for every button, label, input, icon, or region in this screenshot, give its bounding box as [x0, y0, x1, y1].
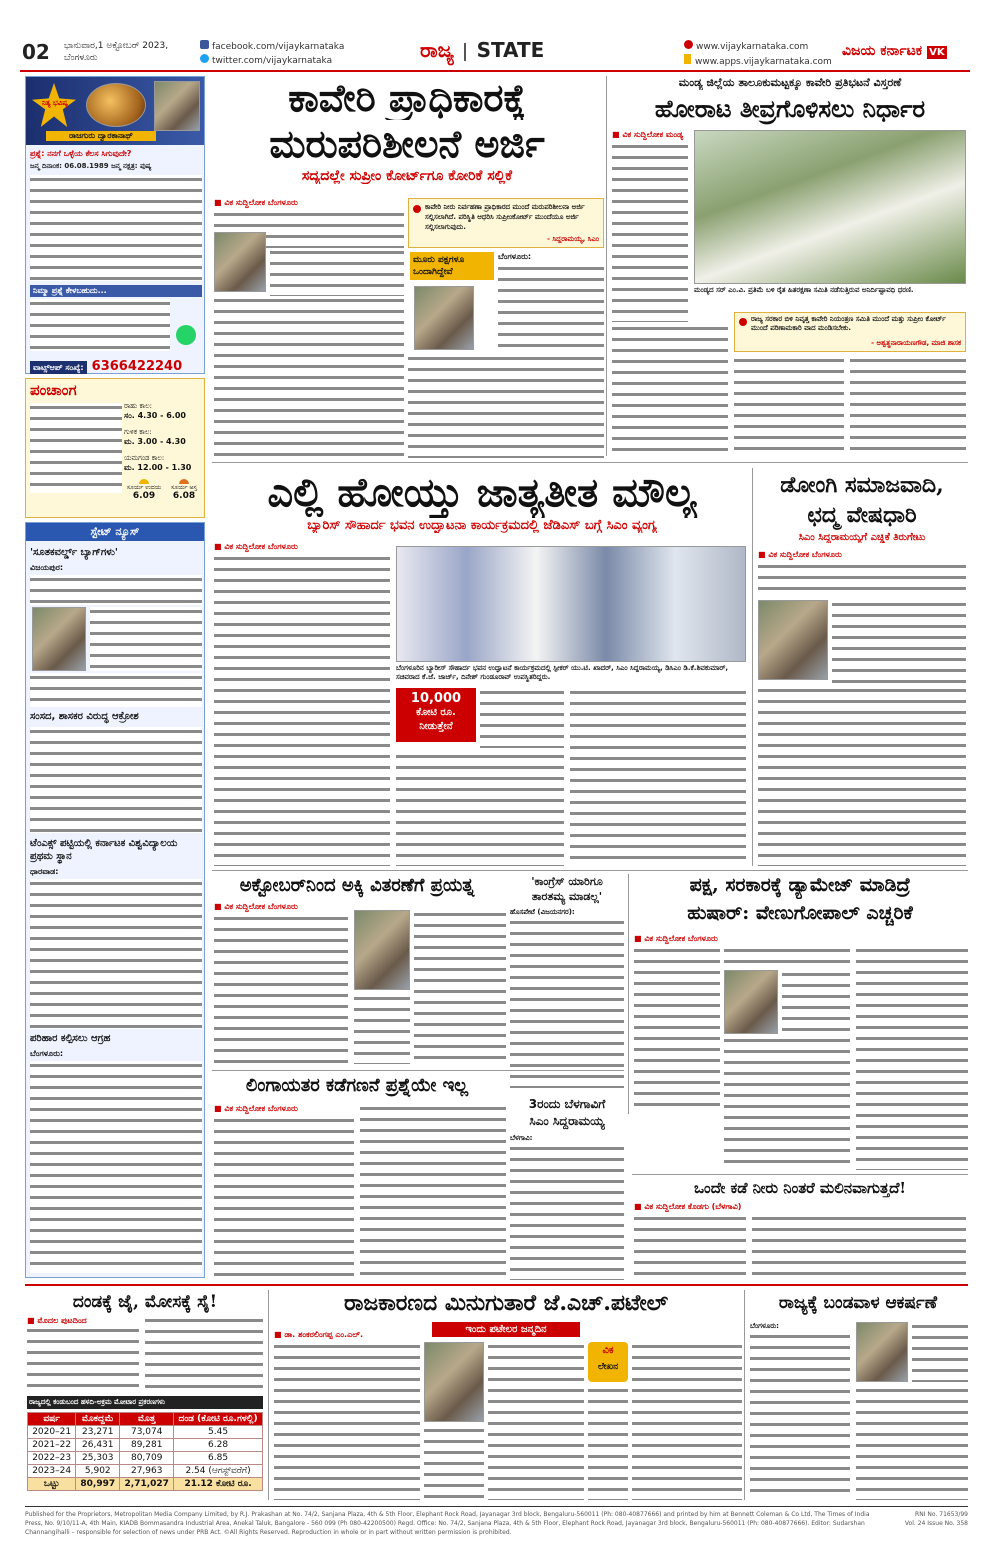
story2-photo — [694, 130, 966, 284]
table-cell: 6.28 — [174, 1439, 263, 1452]
story12-col2b — [424, 1426, 484, 1500]
story12-author: ■ ಡಾ. ಶಂಕರಲಿಂಗಪ್ಪ ಎಂ.ಎಲ್. — [274, 1330, 364, 1339]
story3-col2-b — [396, 752, 564, 866]
table-cell: 21.12 ಕೋಟಿ ರೂ. — [174, 1478, 263, 1491]
divider-horizontal-1 — [212, 462, 968, 463]
sn1-text — [30, 575, 202, 605]
story7-headline-2: ಹುಷಾರ್: ವೇಣುಗೋಪಾಲ್ ಎಚ್ಚರಿಕೆ — [687, 902, 913, 924]
sn3-text — [30, 879, 202, 1029]
yama-label: ಯಮಗಂಡ ಕಾಲ: — [124, 454, 165, 462]
rahu-label: ರಾಹು ಕಾಲ: — [124, 402, 152, 410]
facebook-url: facebook.com/vijaykarnataka — [212, 42, 345, 52]
story9-headline-2: ಸಿಎಂ ಸಿದ್ದರಾಮಯ್ಯ — [529, 1114, 605, 1128]
gulika-time: ಮ. 3.00 - 4.30 — [124, 437, 186, 446]
sunrise — [126, 479, 162, 500]
divider-vertical-4 — [268, 1290, 269, 1500]
divider-horizontal-4 — [632, 1174, 968, 1175]
story11-col2 — [145, 1316, 263, 1390]
story1-headline-1: ಕಾವೇರಿ ಪ್ರಾಧಿಕಾರಕ್ಕೆ — [288, 76, 526, 120]
table-cell: 2,71,027 — [120, 1478, 174, 1491]
sn4-title: ಪರಿಹಾರ ಕಲ್ಪಿಸಲು ಆಗ್ರಹ — [30, 1033, 111, 1044]
story6-headline-1: 'ಕಾಂಗ್ರೆಸ್ ಯಾರಿಗೂ — [531, 875, 603, 888]
section-title — [420, 38, 544, 62]
story3-headline: ಎಲ್ಲಿ ಹೋಯ್ತು ಜಾತ್ಯತೀತ ಮೌಲ್ಯ — [267, 469, 697, 516]
table-cell: 89,281 — [120, 1439, 174, 1452]
story7-byline: ■ ವಿಕ ಸುದ್ದಿಲೋಕ ಬೆಂಗಳೂರು — [634, 934, 718, 943]
website-link[interactable] — [684, 40, 832, 54]
story5-col3 — [414, 910, 506, 1064]
story1-quote-by: - ಸಿದ್ದರಾಮಯ್ಯ, ಸಿಎಂ — [547, 235, 599, 243]
sn3-title: ಟೆಂಎಕ್ಸ್ ಪಟ್ಟಿಯಲ್ಲಿ ಕರ್ನಾಟಕ ವಿಶ್ವವಿದ್ಯಾಲಯ ಪ್ರಥಮ ಸ್ಥಾನ — [30, 838, 178, 862]
divider-vertical-3 — [628, 874, 629, 1114]
story8-col1 — [214, 1116, 354, 1280]
yama-time: ಮ. 12.00 - 1.30 — [124, 463, 192, 472]
callout-amount: 10,000 — [410, 691, 462, 706]
facebook-link[interactable] — [200, 40, 344, 54]
story12-col3b — [588, 1386, 628, 1500]
fines-col-header: ದಂಡ (ಕೋಟಿ ರೂ.ಗಳಲ್ಲಿ) — [174, 1413, 263, 1426]
story7-col2-a — [724, 946, 850, 966]
story1-photo — [214, 232, 266, 292]
sunrise-label: ಸೂರ್ಯ ಉದಯ — [126, 484, 162, 491]
story2-col3 — [734, 356, 844, 458]
story1-box-place: ಬೆಂಗಳೂರು: — [498, 252, 532, 261]
story6-headline — [510, 874, 624, 904]
brand-badge: VK — [929, 47, 945, 58]
twitter-url: twitter.com/vijaykarnataka — [212, 56, 333, 66]
masthead-rule — [20, 70, 970, 72]
table-cell: 2020–21 — [28, 1426, 76, 1439]
story4-headline-1: ಡೋಂಗಿ ಸಮಾಜವಾದಿ, — [780, 472, 944, 498]
story11-table-title: ರಾಜ್ಯದಲ್ಲಿ ಕಂಡುಬಂದ ಹಳದಿ-ಅಕ್ರಮ ಮೋಟಾರ ಪ್ರಕರಣಗಳು — [27, 1396, 263, 1409]
story4-subhead: ಸಿಎಂ ಸಿದ್ದರಾಮಯ್ಯಗೆ ಎಚ್ಡಿಕೆ ತಿರುಗೇಟು — [798, 532, 926, 543]
story2-col2 — [612, 324, 728, 458]
story4-col-c — [758, 686, 966, 866]
apps-url: www.apps.vijaykarnataka.com — [695, 57, 832, 67]
sn1-place: ವಿಜಯಪುರ: — [30, 563, 64, 572]
story4-col-a — [758, 562, 966, 598]
social-links — [200, 40, 344, 68]
astro-question: ಪ್ರಶ್ನೆ: ನನಗೆ ಒಳ್ಳೆಯ ಕೆಲಸ ಸಿಗುವುದೇ? — [30, 149, 132, 158]
globe-icon — [684, 40, 693, 49]
state-news-box — [25, 522, 205, 1278]
apps-link[interactable] — [684, 54, 832, 69]
table-cell: 6.85 — [174, 1452, 263, 1465]
whatsapp-label: ವಾಟ್ಸ್ಆಪ್ ಸಂಖ್ಯೆ: — [30, 361, 87, 374]
story7-col3 — [856, 946, 968, 1170]
story1-box-title: ಮೂರು ಪಕ್ಷಗಳೂ ಒಂದಾಗಿದ್ದೇವೆ — [410, 252, 494, 280]
story13-col1 — [750, 1332, 850, 1500]
astro-header — [26, 77, 204, 145]
panchanga-details — [30, 403, 122, 493]
web-links — [684, 40, 832, 69]
astro-badge: ನಿತ್ಯ ಭವಿಷ್ಯ — [41, 99, 69, 107]
fines-col-header: ಮೊತ್ತ — [120, 1413, 174, 1426]
volume-issue: Vol. 24 Issue No. 358 — [904, 1520, 968, 1527]
story11-col1 — [27, 1326, 139, 1390]
table-row — [28, 1478, 263, 1491]
story9-text — [510, 1144, 624, 1280]
story5-col1 — [214, 914, 348, 1064]
callout-verb: ನೀಡುತ್ತೇನೆ — [419, 721, 453, 732]
story9-headline-1: 3ರಂದು ಬೆಳಗಾವಿಗೆ — [528, 1097, 606, 1111]
sn1-text-3 — [30, 673, 202, 707]
story13-col2 — [912, 1322, 968, 1382]
sn4-place: ಬೆಂಗಳೂರು: — [30, 1049, 64, 1058]
story8-headline: ಲಿಂಗಾಯತರ ಕಡೆಗಣನೆ ಪ್ರಶ್ನೆಯೇ ಇಲ್ಲ — [245, 1075, 469, 1096]
state-news-title: ಸ್ಟೇಟ್ ನ್ಯೂಸ್ — [26, 523, 204, 541]
whatsapp-line — [30, 355, 202, 374]
divider-horizontal-3 — [212, 1070, 624, 1071]
story2-quote-by: - ಅಶ್ವತ್ಥನಾರಾಯಣಗೌಡ, ಮಾಜಿ ಶಾಸಕ — [871, 339, 961, 347]
story12-photo — [424, 1342, 484, 1422]
story2-headline: ಹೋರಾಟ ತೀವ್ರಗೊಳಿಸಲು ನಿರ್ಧಾರ — [654, 94, 926, 123]
website-url: www.vijaykarnataka.com — [696, 42, 809, 52]
table-cell: 2022–23 — [28, 1452, 76, 1465]
story2-headline-top: ಮಂಡ್ಯ ಜಿಲ್ಲೆಯ ತಾಲೂಕುಮಟ್ಟಕ್ಕೂ ಕಾವೇರಿ ಪ್ರತಿಭಟನೆ ವಿಸ್ತರಣೆ — [678, 76, 902, 89]
sn2-text — [30, 727, 202, 833]
divider-horizontal-5 — [25, 1284, 968, 1286]
facebook-icon — [200, 40, 209, 49]
story2-photo-caption: ಮಂಡ್ಯದ ಸರ್ ಎಂ.ವಿ. ಪ್ರತಿಮೆ ಬಳಿ ರೈತ ಹಿತರಕ್ಷಣಾ ಸಮಿತಿ ನಡೆಸುತ್ತಿರುವ ಅನಿರ್ದಿಷ್ಟಾವಧಿ ಧರಣಿ. — [694, 286, 914, 294]
story4-headline-2: ಛದ್ಮ ವೇಷಧಾರಿ — [807, 502, 917, 528]
story12-col2 — [488, 1342, 584, 1500]
table-cell: 23,271 — [76, 1426, 120, 1439]
table-cell: 80,997 — [76, 1478, 120, 1491]
table-cell: 25,303 — [76, 1452, 120, 1465]
table-cell: 2023–24 — [28, 1465, 76, 1478]
story6-headline-2: ತಾರತಮ್ಯ ಮಾಡಲ್ಲ' — [531, 890, 603, 903]
story1-col1-b — [270, 248, 404, 296]
gulika-label: ಗುಳಿಕ ಕಾಲ: — [124, 428, 152, 436]
sunset-label: ಸೂರ್ಯ ಅಸ್ತ — [170, 484, 198, 491]
rahu-row — [124, 401, 204, 421]
quote-dot-icon-2 — [739, 318, 747, 326]
story8-byline: ■ ವಿಕ ಸುದ್ದಿಲೋಕ ಬೆಂಗಳೂರು — [214, 1104, 298, 1113]
issue-date: ಭಾನುವಾರ,1 ಅಕ್ಟೋಬರ್ 2023, — [64, 41, 169, 51]
divider-vertical-2 — [752, 468, 753, 866]
table-row — [28, 1439, 263, 1452]
contact-title: ನಿಮ್ಮಾ ಪ್ರಶ್ನೆ ಕೇಳಬಹುದು... — [30, 285, 202, 297]
sn1-photo — [32, 607, 86, 671]
table-cell: 80,709 — [120, 1452, 174, 1465]
story1-quote-box — [408, 198, 604, 248]
sn2-title: ಸಂಸದ, ಶಾಸಕರ ವಿರುದ್ಧ ಆಕ್ರೋಶ — [30, 711, 139, 722]
story12-col3 — [632, 1342, 742, 1500]
sn1-title: 'ಸೂತಕವರ್ಲ್ಡ್ ಬ್ಯಾಗ್‌ಗಳು' — [30, 547, 118, 558]
story7-col2-c — [724, 1036, 850, 1170]
story2-quote-box — [734, 312, 966, 352]
story3-byline: ■ ವಿಕ ಸುದ್ದಿಲೋಕ ಬೆಂಗಳೂರು — [214, 542, 298, 551]
brand-logo — [842, 40, 947, 59]
issue-city: ಬೆಂಗಳೂರು — [64, 53, 98, 63]
rni-number: RNI No. 71653/99 — [915, 1511, 968, 1518]
badge-line-1: ವಿಕ — [602, 1345, 614, 1356]
story5-col2 — [354, 994, 410, 1064]
sunset — [166, 479, 202, 500]
story5-byline: ■ ವಿಕ ಸುದ್ದಿಲೋಕ ಬೆಂಗಳೂರು — [214, 902, 298, 911]
story9-place: ಬೆಳಗಾವಿ: — [510, 1134, 533, 1142]
divider-vertical-1 — [606, 76, 607, 456]
story7-col1 — [634, 946, 720, 1114]
story2-byline: ■ ವಿಕ ಸುದ್ದಿಲೋಕ ಮಂಡ್ಯ — [612, 130, 684, 139]
story1-byline: ■ ವಿಕ ಸುದ್ದಿಲೋಕ ಬೆಂಗಳೂರು — [214, 198, 298, 207]
story10-byline: ■ ವಿಕ ಸುದ್ದಿಲೋಕ ಕೊಡಗು (ಬೆಳಗಾವಿ) — [634, 1202, 742, 1211]
story10-col1 — [634, 1214, 746, 1280]
story13-place: ಬೆಂಗಳೂರು: — [750, 1322, 779, 1330]
badge-line-2: ಲೇಖನ — [597, 1362, 619, 1372]
story2-quote: ರಾಜ್ಯ ಸರಕಾರ ಬಿಳಿ ನಿವೃತ್ತ ಕಾವೇರಿ ನಿಯಂತ್ರಣ ಸಮಿತಿ ಮುಂದೆ ಮತ್ತು ಸುಪ್ರೀಂ ಕೋರ್ಟ್ ಮುಂದೆ ಪರಿಣಾಮಕಾರಿ ವಾದ ಮಂಡಿಸಬೇಕು. — [751, 315, 946, 332]
story3-callout — [396, 688, 476, 742]
story1-box-text — [498, 264, 604, 350]
story12-tag: ಇಂದು ಪಟೇಲರ ಜನ್ಮದಿನ — [432, 1322, 580, 1337]
astrologer-photo — [154, 81, 200, 131]
sunset-time: 6.08 — [172, 491, 196, 501]
callout-unit: ಕೋಟಿ ರೂ. — [416, 707, 456, 718]
story13-headline: ರಾಜ್ಯಕ್ಕೆ ಬಂಡವಾಳ ಆಕರ್ಷಣೆ — [778, 1293, 938, 1313]
story1-quote: ಕಾವೇರಿ ನೀರು ನಿರ್ವಹಣಾ ಪ್ರಾಧಿಕಾರದ ಮುಂದೆ ಮರುಪರಿಶೀಲನಾ ಅರ್ಜಿ ಸಲ್ಲಿಸಲಾಗಿದೆ. ಪರಿಸ್ಥಿತಿ ಆಧರಿಸಿ ಸುಪ್ರೀಂಕೋರ್ಟ್ ಮುಂದೆಯೂ ಅರ್ಜಿ ಸಲ್ಲಿಸಲಾಗುವುದು. — [425, 203, 585, 231]
footer-imprint: Published for the Proprietors, Metropolitan Media Company Limited, by R.J. Prakashan at No. 74/2, Sanjana Plaza, 4th & 5th Floor, Elephant Rock Road, Jayanagar 3rd block, Bengaluru-560011 (Ph: 080-40877666) and printed by him at Bennett Coleman & Co Ltd, The Times of India Press, No. 9/10/11-A, 4th Main, KIADB Bommasandra Industrial Area, Anekal Taluk, Bangalore - 560 099 (Ph 080-42200500) Regd. Office: No. 74/2, Sanjana Plaza, 4th & 5th Floor, Elephant Rock Road, Jayanagar 3rd block, Bengaluru-560011 (Ph: 080-40877666). Editor: Sudarshan Channangihalli – responsible for selection of news under PRB Act. ©All Rights Reserved. Reproduction in whole or in part without written permission is prohibited. — [25, 1511, 870, 1536]
quote-dot-icon — [413, 205, 421, 213]
table-row — [28, 1452, 263, 1465]
contact-text — [30, 299, 170, 351]
story1-col2 — [408, 354, 604, 458]
twitter-link[interactable] — [200, 54, 344, 68]
astro-answer — [30, 175, 202, 281]
table-cell: 73,074 — [120, 1426, 174, 1439]
table-cell: 5.45 — [174, 1426, 263, 1439]
story13-photo — [856, 1322, 908, 1382]
table-cell: 5,902 — [76, 1465, 120, 1478]
story3-subhead: ಬ್ಯಾರಿಸ್ ಸೌಹಾರ್ದ ಭವನ ಉದ್ಘಾಟನಾ ಕಾರ್ಯಕ್ರಮದಲ್ಲಿ ಜೆಡಿಎಸ್ ಬಗ್ಗೆ ಸಿಎಂ ವ್ಯಂಗ್ಯ — [307, 518, 657, 533]
table-row — [28, 1465, 263, 1478]
story3-col3 — [570, 688, 746, 866]
story2-col4 — [850, 356, 966, 458]
table-cell: 2.54 (ಆಗಸ್ಟ್‌ವರೆಗೆ) — [174, 1465, 263, 1478]
story12-badge — [588, 1342, 628, 1382]
astrologer-name: ರಾಜಗುರು ದ್ವಾರಕಾನಾಥ್ — [46, 131, 156, 141]
gulika-row — [124, 427, 204, 447]
twitter-icon — [200, 54, 209, 63]
footer-rule — [25, 1506, 968, 1507]
brand-name: ವಿಜಯ ಕರ್ನಾಟಕ — [842, 43, 923, 59]
yama-row — [124, 453, 204, 473]
story9-headline — [510, 1096, 624, 1130]
story10-col2 — [752, 1214, 966, 1280]
story6-text — [510, 918, 624, 1088]
story1-subhead: ಸದ್ಯದಲ್ಲೇ ಸುಪ್ರೀಂ ಕೋರ್ಟ್‌ಗೂ ಕೋರಿಕೆ ಸಲ್ಲಿಕೆ — [301, 168, 513, 184]
divider-horizontal-2 — [212, 870, 968, 871]
astro-birth: ಜನ್ಮ ದಿನಾಂಕ: 06.08.1989 ಜನ್ಮ ನಕ್ಷತ್ರ: ಪುಷ್ಯ — [30, 162, 152, 170]
page-number: 02 — [22, 40, 50, 64]
story3-col1 — [214, 554, 390, 866]
astrology-box — [25, 76, 205, 374]
story4-col-b — [832, 600, 966, 684]
table-cell: 27,963 — [120, 1465, 174, 1478]
story3-photo — [396, 546, 746, 662]
table-row — [28, 1426, 263, 1439]
story12-headline: ರಾಜಕಾರಣದ ಮಿನುಗುತಾರೆ ಜೆ.ಎಚ್.ಪಟೇಲ್ — [343, 1290, 669, 1316]
fines-table-header — [28, 1413, 263, 1426]
whatsapp-icon — [176, 325, 196, 345]
sn4-text — [30, 1061, 202, 1273]
table-cell: 26,431 — [76, 1439, 120, 1452]
story11-byline: ■ ಮೊದಲ ಪುಟದಿಂದ — [27, 1316, 87, 1325]
whatsapp-number: 6366422240 — [91, 359, 183, 374]
sn1-text-2 — [90, 607, 202, 671]
story2-col1 — [612, 142, 688, 322]
section-kn: ರಾಜ್ಯ — [420, 38, 454, 62]
panchanga-box — [25, 378, 205, 518]
story1-headline-2: ಮರುಪರಿಶೀಲನೆ ಅರ್ಜಿ — [269, 122, 545, 166]
mobile-icon — [684, 54, 691, 64]
date-line — [64, 40, 168, 64]
rahu-time: ಸಂ. 4.30 - 6.00 — [124, 411, 186, 420]
section-en: STATE — [476, 38, 545, 62]
story10-headline: ಒಂದೇ ಕಡೆ ನೀರು ನಿಂತರೆ ಮಲಿನವಾಗುತ್ತದೆ! — [693, 1179, 907, 1197]
story13-col3 — [856, 1386, 968, 1500]
fines-col-header: ವರ್ಷ — [28, 1413, 76, 1426]
story5-photo — [354, 910, 410, 990]
fines-col-header: ಮೊಕದ್ದಮೆ — [76, 1413, 120, 1426]
sunrise-time: 6.09 — [132, 491, 156, 501]
section-divider — [464, 43, 466, 61]
story5-headline: ಅಕ್ಟೋಬರ್‌ನಿಂದ ಅಕ್ಕಿ ವಿತರಣೆಗೆ ಪ್ರಯತ್ನ — [239, 875, 475, 896]
story11-headline: ದಂಡಕ್ಕೆ ಜೈ, ಮೋಸಕ್ಕೆ ಸೈ! — [72, 1292, 218, 1312]
story1-col1-c — [214, 296, 404, 458]
fines-table — [27, 1412, 263, 1491]
table-cell: ಒಟ್ಟು — [28, 1478, 76, 1491]
story3-col2-a — [480, 688, 564, 748]
story6-place: ಹೊಸಪೇಟೆ (ವಿಜಯನಗರ): — [510, 908, 575, 916]
story4-photo — [758, 600, 828, 680]
story7-col2-b — [782, 970, 850, 1034]
story12-col1 — [274, 1342, 420, 1500]
panchanga-title: ಪಂಚಾಂಗ — [30, 381, 77, 399]
story7-headline-1: ಪಕ್ಷ, ಸರಕಾರಕ್ಕೆ ಡ್ಯಾಮೇಜ್ ಮಾಡಿದ್ರೆ — [689, 874, 911, 896]
divider-vertical-5 — [744, 1290, 745, 1500]
story3-photo-caption: ಬೆಂಗಳೂರಿನ ಬ್ಯಾರೀಸ್ ಸೌಹಾರ್ದ ಭವನ ಉದ್ಘಾಟನೆ ಕಾರ್ಯಕ್ರಮದಲ್ಲಿ ಸ್ಪೀಕರ್ ಯು.ಟಿ. ಖಾದರ್, ಸಿಎಂ ಸಿದ್ದರಾಮಯ್ಯ, ಡಿಸಿಎಂ ಡಿ.ಕೆ.ಶಿವಕುಮಾರ್, ಸಚಿವರಾದ ಕೆ.ಜೆ. ಜಾರ್ಜ್, ದಿನೇಶ್ ಗುಂಡೂರಾವ್ ಉಪಸ್ಥಿತರಿದ್ದರು. — [396, 664, 729, 681]
planet-image — [86, 83, 146, 127]
table-cell: 2021–22 — [28, 1439, 76, 1452]
story4-byline: ■ ವಿಕ ಸುದ್ದಿಲೋಕ ಬೆಂಗಳೂರು — [758, 550, 842, 559]
story7-photo — [724, 970, 778, 1034]
footer-rni — [874, 1510, 968, 1528]
story1-box-photo — [414, 286, 474, 350]
sn3-place: ಧಾರವಾಡ: — [30, 867, 59, 876]
story8-col2 — [360, 1104, 506, 1280]
